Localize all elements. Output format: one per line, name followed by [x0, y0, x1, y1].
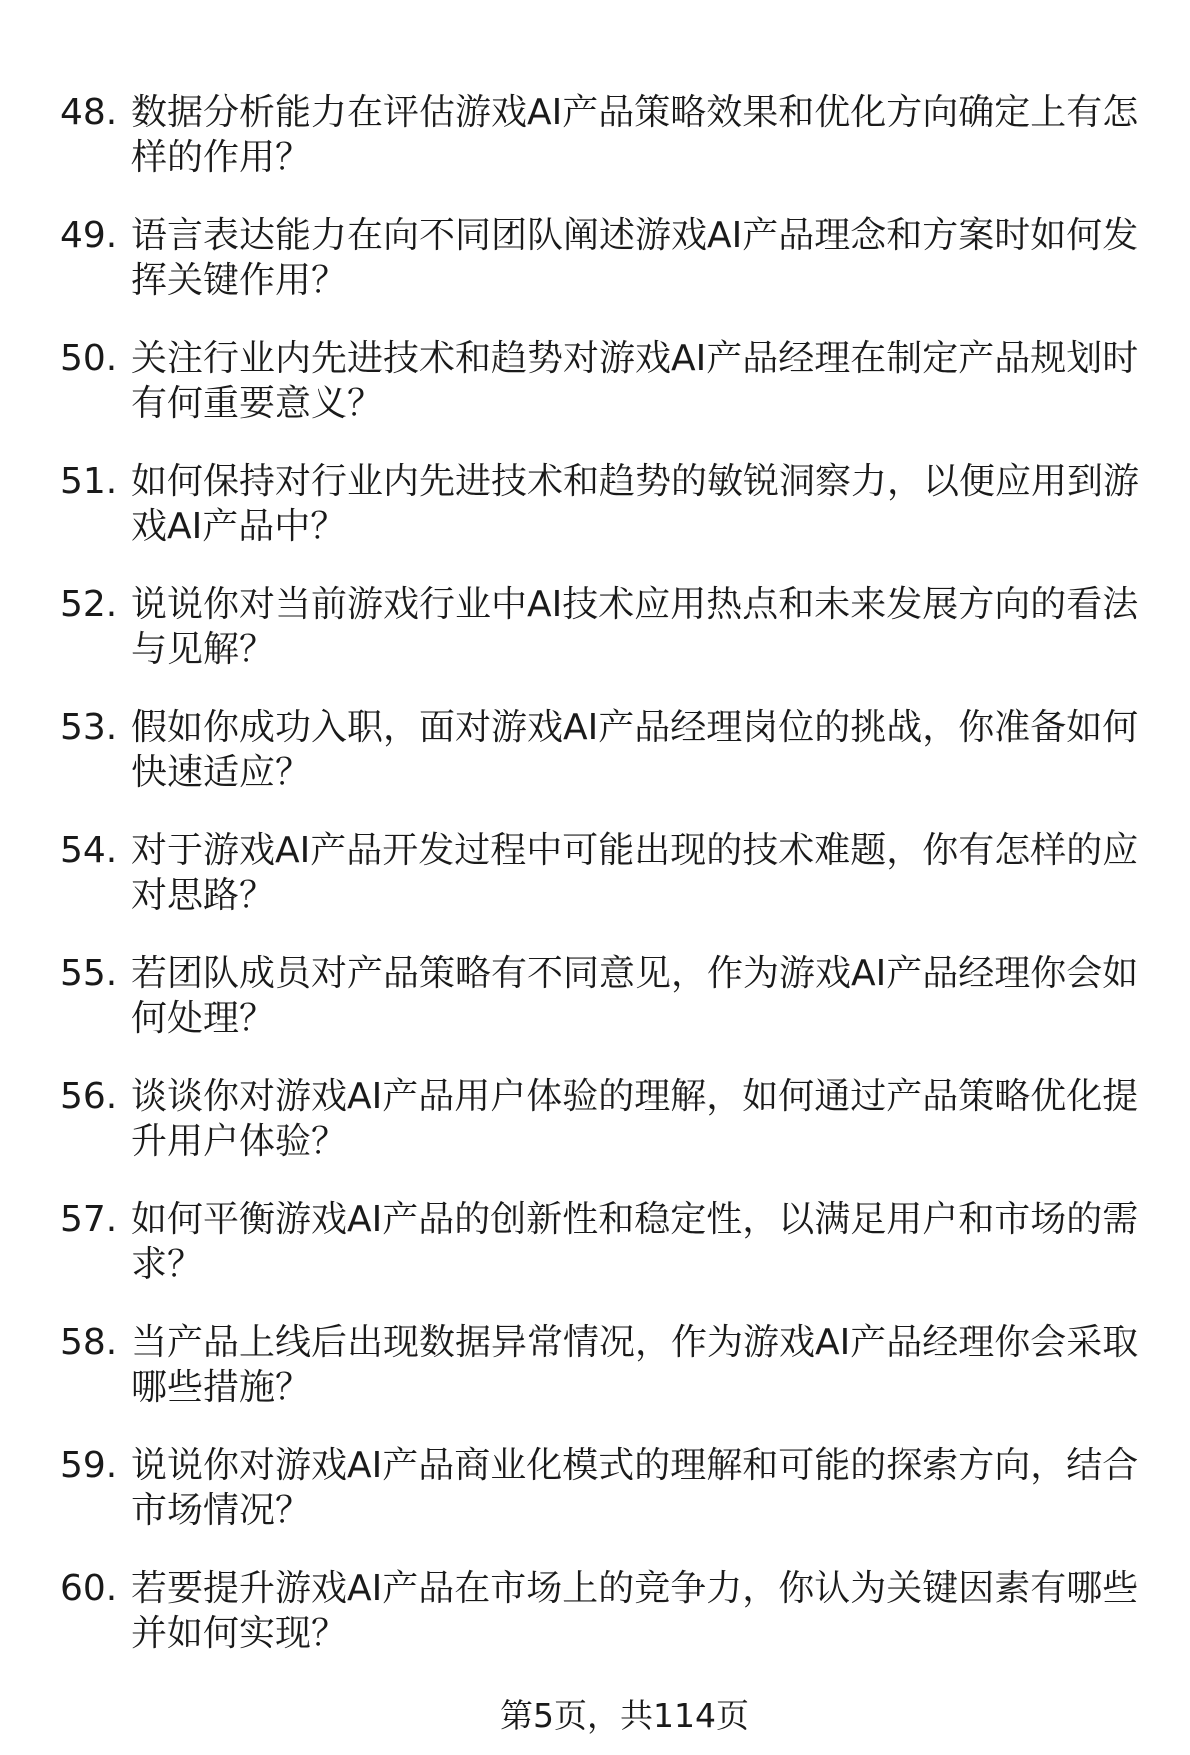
question-number: 59.	[60, 1445, 118, 1486]
question-item	[0, 1566, 1190, 1656]
question-item	[0, 1320, 1190, 1410]
question-text	[131, 705, 1171, 795]
question-item	[0, 213, 1190, 303]
question-text-line: 数据分析能力在评估游戏AI产品策略效果和优化方向确定上有怎	[131, 92, 1139, 133]
question-text-line: 说说你对游戏AI产品商业化模式的理解和可能的探索方向，结合	[131, 1445, 1139, 1486]
question-text-line: 挥关键作用？	[131, 260, 348, 301]
question-text-line: 戏AI产品中？	[131, 506, 347, 547]
question-text-line: 对于游戏AI产品开发过程中可能出现的技术难题，你有怎样的应	[131, 830, 1139, 871]
question-list	[0, 90, 1190, 1689]
question-item	[0, 1074, 1190, 1164]
question-number: 53.	[60, 707, 118, 748]
question-text	[131, 1443, 1171, 1533]
question-number: 55.	[60, 953, 118, 994]
question-item	[0, 336, 1190, 426]
question-text-line: 对思路？	[131, 875, 276, 916]
question-text	[131, 1320, 1171, 1410]
question-text-line: 语言表达能力在向不同团队阐述游戏AI产品理念和方案时如何发	[131, 215, 1139, 256]
question-text	[131, 951, 1171, 1041]
question-text-line: 并如何实现？	[131, 1613, 348, 1654]
question-text	[131, 90, 1171, 180]
question-text-line: 样的作用？	[131, 137, 312, 178]
question-number: 57.	[60, 1199, 118, 1240]
question-text-line: 有何重要意义？	[131, 383, 384, 424]
question-text-line: 快速适应？	[131, 752, 312, 793]
question-item	[0, 1197, 1190, 1287]
question-item	[0, 828, 1190, 918]
question-text	[131, 1197, 1171, 1287]
question-text	[131, 213, 1171, 303]
question-number: 50.	[60, 338, 118, 379]
question-number: 49.	[60, 215, 118, 256]
question-text-line: 说说你对当前游戏行业中AI技术应用热点和未来发展方向的看法	[131, 584, 1139, 625]
question-text-line: 若要提升游戏AI产品在市场上的竞争力，你认为关键因素有哪些	[131, 1568, 1139, 1609]
question-text-line: 如何平衡游戏AI产品的创新性和稳定性，以满足用户和市场的需	[131, 1199, 1139, 1240]
question-item	[0, 459, 1190, 549]
question-text-line: 假如你成功入职，面对游戏AI产品经理岗位的挑战，你准备如何	[131, 707, 1139, 748]
question-item	[0, 705, 1190, 795]
question-number: 54.	[60, 830, 118, 871]
question-number: 58.	[60, 1322, 118, 1363]
question-text-line: 市场情况？	[131, 1490, 312, 1531]
question-text-line: 何处理？	[131, 998, 276, 1039]
question-text	[131, 459, 1171, 549]
question-text-line: 升用户体验？	[131, 1121, 348, 1162]
question-item	[0, 582, 1190, 672]
question-text	[131, 336, 1171, 426]
question-text-line: 关注行业内先进技术和趋势对游戏AI产品经理在制定产品规划时	[131, 338, 1139, 379]
question-number: 60.	[60, 1568, 118, 1609]
question-item	[0, 1443, 1190, 1533]
question-text	[131, 1074, 1171, 1164]
question-number: 48.	[60, 92, 118, 133]
question-text-line: 如何保持对行业内先进技术和趋势的敏锐洞察力，以便应用到游	[131, 461, 1140, 502]
question-text-line: 若团队成员对产品策略有不同意见，作为游戏AI产品经理你会如	[131, 953, 1139, 994]
question-text	[131, 828, 1171, 918]
page-footer: 第5页，共114页	[500, 1696, 749, 1735]
question-number: 52.	[60, 584, 118, 625]
question-text	[131, 1566, 1171, 1656]
question-item	[0, 951, 1190, 1041]
question-text-line: 哪些措施？	[131, 1367, 312, 1408]
question-item	[0, 90, 1190, 180]
question-text-line: 求？	[131, 1244, 204, 1285]
question-number: 51.	[60, 461, 118, 502]
question-number: 56.	[60, 1076, 118, 1117]
question-text	[131, 582, 1171, 672]
question-text-line: 当产品上线后出现数据异常情况，作为游戏AI产品经理你会采取	[131, 1322, 1139, 1363]
question-text-line: 谈谈你对游戏AI产品用户体验的理解，如何通过产品策略优化提	[131, 1076, 1139, 1117]
question-text-line: 与见解？	[131, 629, 276, 670]
